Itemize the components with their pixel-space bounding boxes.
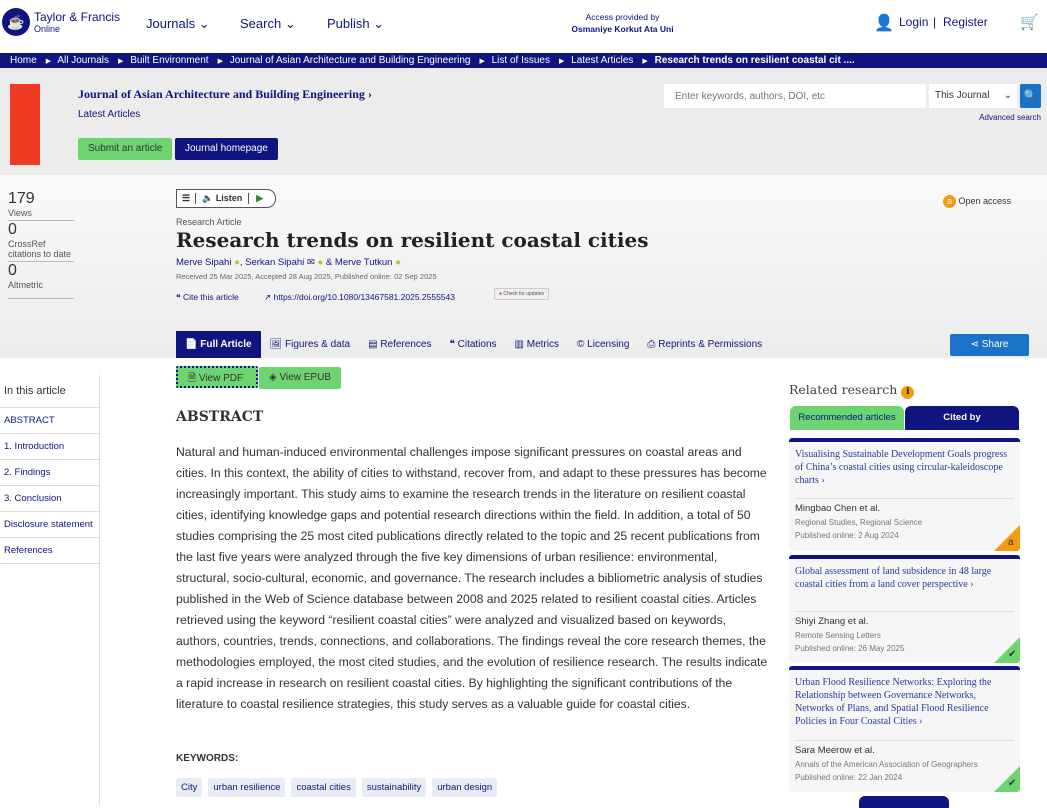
author-link[interactable]: Merve Sipahi [176, 257, 232, 268]
crumb-home[interactable]: Home [10, 55, 37, 66]
register-link[interactable]: Register [943, 15, 988, 29]
doi-text: https://doi.org/10.1080/13467581.2025.2555543 [273, 292, 455, 302]
chevron-down-icon: ⌄ [284, 16, 296, 31]
in-this-article-nav [0, 375, 100, 805]
access-label: Access provided by [585, 12, 660, 22]
cart-icon[interactable]: 🛒 [1020, 14, 1039, 31]
check-updates-label: Check for updates [503, 291, 545, 297]
abstract-heading: ABSTRACT [176, 409, 264, 425]
menu-icon[interactable]: ☰ [177, 193, 196, 204]
caret-right-icon: ▶ [479, 58, 485, 65]
chevron-down-icon: ⌄ [1003, 90, 1012, 101]
site-header [0, 0, 1047, 53]
author-link[interactable]: Merve Tutkun [334, 257, 393, 268]
tab-recommended-articles[interactable]: Recommended articles [790, 406, 904, 430]
caret-right-icon: ▶ [558, 58, 565, 65]
related-heading [789, 382, 914, 399]
author-link[interactable]: Serkan Sipahi [245, 257, 305, 268]
nav-publish[interactable] [327, 16, 384, 32]
views-count: 179 [8, 190, 35, 207]
keyword-list [176, 777, 503, 797]
related-date: Published online: 2 Aug 2024 [795, 531, 899, 540]
related-authors: Shiyi Zhang et al. [795, 616, 869, 627]
tab-full-article[interactable]: 📄 Full Article [176, 331, 261, 358]
info-icon[interactable]: i [901, 386, 914, 399]
journal-banner [0, 68, 1047, 175]
share-button[interactable] [950, 334, 1029, 356]
nav-label: Search [240, 16, 282, 31]
open-access-label: Open access [958, 196, 1012, 206]
keyword-tag[interactable]: urban design [432, 778, 497, 797]
view-pdf-label: View PDF [198, 373, 244, 384]
epub-icon: ◈ [269, 372, 277, 383]
caret-right-icon: ▶ [642, 58, 648, 65]
check-icon: ✔ [994, 637, 1020, 663]
open-access-icon: a [943, 195, 956, 208]
related-journal: Regional Studies, Regional Science [795, 518, 923, 527]
title-text: Visualising Sustainable Development Goals progress of China’s coastal cities using circular-kaleidoscope charts [795, 449, 1008, 486]
keywords-label: KEYWORDS: [176, 753, 239, 764]
altmetric-label: Altmetric [8, 280, 74, 299]
view-pdf-button[interactable] [176, 366, 258, 388]
title-text: Global assessment of land subsidence in 48 large coastal cities from a land cover perspective [795, 566, 992, 590]
view-epub-button[interactable] [259, 367, 341, 389]
search-scope-select[interactable] [929, 84, 1017, 108]
keyword-tag[interactable]: City [176, 778, 202, 797]
toc-heading: In this article [4, 385, 66, 397]
access-org: Osmaniye Korkut Ata Uni [571, 24, 674, 34]
speaker-icon: 🔈 [202, 193, 214, 203]
nav-label: Publish [327, 16, 370, 31]
check-updates-button[interactable] [494, 288, 549, 300]
tab-citations[interactable]: ❝ Citations [449, 339, 497, 350]
play-icon[interactable]: ▶ [256, 193, 264, 203]
related-journal: Annals of the American Association of Geographers [795, 760, 978, 769]
cite-article-link[interactable] [176, 292, 239, 303]
nav-label: Journals [146, 16, 196, 31]
quote-icon: ❝ [176, 292, 181, 302]
keyword-tag[interactable]: coastal cities [291, 778, 355, 797]
submit-article-button[interactable]: Submit an article [78, 138, 172, 160]
journal-title-text: Journal of Asian Architecture and Building Engineering [78, 87, 365, 101]
chevron-right-icon: › [821, 475, 825, 486]
related-authors: Sara Meerow et al. [795, 745, 875, 756]
share-label: Share [981, 339, 1009, 350]
related-journal: Remote Sensing Letters [795, 631, 881, 640]
nav-search[interactable] [240, 16, 296, 32]
related-article-title[interactable] [789, 442, 1020, 498]
related-article-title[interactable] [789, 670, 1020, 740]
chevron-right-icon: › [919, 716, 923, 727]
divider: | [933, 15, 937, 29]
pdf-icon: 🗎 [188, 373, 197, 384]
article-title: Research trends on resilient coastal cities [176, 228, 649, 252]
toc-references[interactable]: References [0, 537, 99, 564]
chevron-down-icon: ⌄ [373, 16, 385, 31]
nav-journals[interactable] [146, 16, 210, 32]
crumb-journal[interactable]: Journal of Asian Architecture and Building Engineering [229, 55, 471, 66]
tf-logo-icon[interactable]: ☕ [2, 8, 30, 36]
tab-reprints[interactable]: ⎙ Reprints & Permissions [647, 339, 763, 350]
toc-findings[interactable]: 2. Findings [0, 459, 99, 485]
journal-homepage-button[interactable]: Journal homepage [175, 138, 278, 160]
crossref-count: 0 [8, 221, 17, 238]
tab-label: Licensing [587, 339, 630, 350]
journal-title[interactable] [78, 87, 372, 102]
tab-cited-by[interactable]: Cited by [905, 406, 1019, 430]
tab-label: References [380, 339, 432, 350]
journal-cover[interactable] [10, 84, 40, 165]
cite-label: Cite this article [182, 292, 239, 302]
crumb-all-journals[interactable]: All Journals [57, 55, 110, 66]
scope-value: This Journal [935, 90, 990, 101]
article-header [0, 175, 1047, 358]
orcid-icon[interactable]: ● [317, 257, 324, 268]
altmetric-count: 0 [8, 262, 17, 279]
caret-right-icon: ▶ [45, 58, 52, 65]
tab-label: Figures & data [285, 339, 351, 350]
caret-right-icon: ▶ [217, 58, 223, 65]
external-link-icon: ↗ [264, 292, 272, 302]
related-date: Published online: 22 Jan 2024 [795, 773, 903, 782]
view-more-button[interactable] [859, 796, 949, 808]
related-article-card[interactable] [789, 666, 1020, 792]
crumb-list-issues[interactable]: List of Issues [491, 55, 550, 66]
tab-label: Citations [457, 339, 497, 350]
related-heading-text: Related research [789, 382, 898, 397]
tab-label: Reprints & Permissions [658, 339, 763, 350]
user-icon[interactable]: 👤 [874, 15, 894, 32]
metrics-panel [8, 190, 74, 299]
chevron-right-icon: › [970, 579, 974, 590]
toc-disclosure[interactable]: Disclosure statement [0, 511, 99, 537]
open-access-icon: a [994, 525, 1020, 551]
crumb-built-environment[interactable]: Built Environment [130, 55, 209, 66]
toc-conclusion[interactable]: 3. Conclusion [0, 485, 99, 511]
toc-abstract[interactable]: ABSTRACT [0, 407, 99, 433]
share-icon: ⋖ [970, 339, 979, 350]
tab-metrics[interactable]: ▥ Metrics [514, 339, 559, 350]
article-type: Research Article [176, 217, 242, 227]
latest-articles: Latest Articles [78, 109, 141, 120]
views-label: Views [8, 208, 74, 221]
related-article-card[interactable] [789, 555, 1020, 663]
tab-licensing[interactable]: © Licensing [577, 339, 630, 350]
chevron-right-icon: › [367, 87, 372, 101]
crossmark-icon: ● [499, 291, 503, 297]
crossref-label[interactable]: CrossRef citations to date [8, 239, 74, 262]
author-list: Merve Sipahi ●, Serkan Sipahi ✉ ● & Merve Tutkun ● [176, 257, 401, 268]
open-access-badge [943, 195, 1011, 208]
listen-label: Listen [215, 193, 243, 203]
title-text: Urban Flood Resilience Networks: Exploring the Relationship between Governance Networks, Networks of Plans, and Spatial Flood Resilience Policies in Four Coastal Cities [795, 677, 992, 727]
login-link[interactable]: Login [899, 15, 929, 29]
orcid-icon[interactable]: ● [395, 257, 401, 268]
listen-button[interactable] [196, 193, 249, 204]
article-dates: Received 25 Mar 2025, Accepted 28 Aug 2025, Published online: 02 Sep 2025 [176, 272, 437, 281]
search-input[interactable] [664, 84, 926, 108]
related-article-card[interactable] [789, 438, 1020, 551]
tab-figures[interactable]: 🖼 Figures & data [269, 339, 351, 350]
related-date: Published online: 26 May 2025 [795, 644, 905, 653]
crumb-current: Research trends on resilient coastal cit .... [654, 55, 855, 66]
breadcrumb [0, 53, 1047, 68]
chevron-down-icon: ⌄ [198, 16, 210, 31]
crumb-latest[interactable]: Latest Articles [571, 55, 634, 66]
caret-right-icon: ▶ [118, 58, 124, 65]
brand-sub: Online [34, 24, 61, 34]
related-article-title[interactable] [789, 559, 1020, 611]
toc-introduction[interactable]: 1. Introduction [0, 433, 99, 459]
tab-label: Full Article [200, 339, 252, 350]
listen-player [176, 189, 276, 208]
email-icon[interactable]: ✉ [306, 257, 315, 268]
abstract-text: Natural and human-induced environmental challenges impose significant pressures on coastal areas and cities. In this context, the ability of cities to withstand, recover from, and adapt to these pressures has become increasingly important. This study aims to examine the research trends in the literature on resilient coastal cities, identifying knowledge gaps and potential research directions within the field. In addition, a total of 50 studies comprising the 25 most cited publications directly related to the topic and 25 recent publications from the last five years were analyzed through the five key dimensions of urban resilience: environmental, structural, socio-cultural, economic, and governance. The research includes a bibliometric analysis of studies published in the Web of Science database between 2008 and 2025 related to resilient coastal cities. Articles retrieved using the keyword “resilient coastal cities” were analyzed and visualized based on keywords, authors, countries, trends, connections, and collaborations. The findings reveal the core research themes, the methodologies employed, the most cited studies, and the evolution of resilience research. The results indicate a rapid increase in research on resilient coastal cities. By highlighting the significant contributions of the literature to coastal resilience strategies, this study serves as a valuable guide for coastal cities. [176, 445, 768, 711]
keyword-tag[interactable]: urban resilience [208, 778, 285, 797]
tab-label: Metrics [526, 339, 559, 350]
advanced-search-link[interactable]: Advanced search [979, 113, 1041, 122]
brand-name[interactable]: Taylor & Francis [34, 10, 121, 24]
view-epub-label: View EPUB [279, 372, 331, 383]
doi-link[interactable] [264, 292, 455, 303]
orcid-icon[interactable]: ● [234, 257, 240, 268]
article-tabs [176, 331, 771, 358]
keyword-tag[interactable]: sustainability [362, 778, 426, 797]
search-icon[interactable]: 🔍 [1020, 84, 1041, 108]
tab-references[interactable]: ▤ References [368, 339, 432, 350]
related-authors: Mingbao Chen et al. [795, 503, 881, 514]
check-icon: ✔ [994, 766, 1020, 792]
